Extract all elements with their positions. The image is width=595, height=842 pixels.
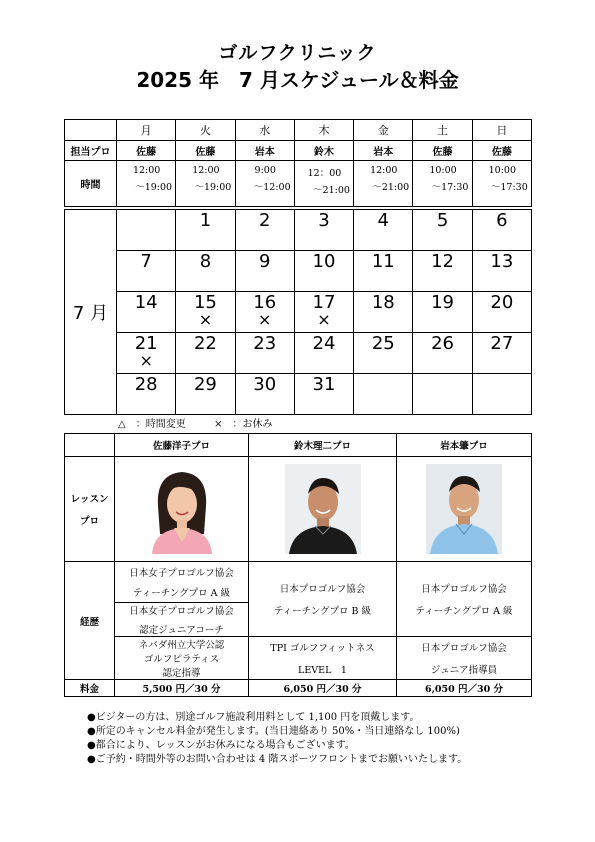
suzuki-career-1: 日本プロゴルフ協会 ティーチングプロ B 級	[249, 562, 397, 637]
date-cell: 15 ×	[176, 292, 235, 333]
note-item: ●ご予約・時間外等のお問い合わせは 4 階スポーツフロントまでお願いいたします。	[87, 754, 468, 765]
fee-sato: 5,500 円／30 分	[115, 680, 249, 697]
corner-cell	[65, 434, 115, 457]
weekday-fri: 金	[354, 120, 413, 141]
pro-name-sato: 佐藤洋子プロ	[115, 434, 249, 457]
pro-sat: 佐藤	[413, 141, 472, 161]
lesson-pro-label: レッスン プロ	[65, 457, 115, 562]
date-cell: 1	[176, 210, 235, 251]
legend-time-change: △ ：時間変更	[118, 419, 186, 430]
time-wed	[235, 161, 294, 207]
pro-name-row	[65, 434, 532, 457]
pro-table	[64, 433, 532, 697]
career-label: 経歴	[65, 562, 115, 680]
time-sat	[413, 161, 472, 207]
time-end: 〜21:00	[313, 185, 350, 196]
time-sun	[472, 161, 531, 207]
weekday-sun: 日	[472, 120, 531, 141]
date-cell: 11	[354, 251, 413, 292]
pro-fri: 岩本	[354, 141, 413, 161]
weekday-tue: 火	[176, 120, 235, 141]
date-cell: 5	[413, 210, 472, 251]
weekday-wed: 水	[235, 120, 294, 141]
page-subtitle: 2025 年 7 月スケジュール＆料金	[136, 68, 459, 92]
date-cell: 28	[117, 374, 176, 415]
week-row	[65, 210, 532, 251]
photo-cell	[115, 457, 249, 562]
weekday-sat: 土	[413, 120, 472, 141]
schedule-table	[64, 119, 532, 415]
sato-photo	[144, 464, 220, 554]
notes-list	[87, 711, 467, 767]
time-start: 12:00	[370, 165, 398, 176]
date-cell: 25	[354, 333, 413, 374]
time-start: 12:00	[132, 165, 161, 176]
date-cell: 2	[235, 210, 294, 251]
legend	[118, 415, 272, 430]
date-cell: 7	[117, 251, 176, 292]
fee-row	[65, 680, 532, 697]
suzuki-photo	[285, 464, 361, 554]
iwamoto-career-2: 日本プロゴルフ協会 ジュニア指導員	[397, 637, 532, 680]
pro-sun: 佐藤	[472, 141, 531, 161]
fee-iwamoto: 6,050 円／30 分	[397, 680, 532, 697]
time-start: 12:00	[192, 165, 220, 176]
pro-mon: 佐藤	[117, 141, 176, 161]
week-row	[65, 251, 532, 292]
date-cell: 14	[117, 292, 176, 333]
fee-label: 料金	[65, 680, 115, 697]
time-end: 〜17:30	[431, 182, 469, 193]
iwamoto-career-1: 日本プロゴルフ協会 ティーチングプロ A 級	[397, 562, 532, 637]
weekday-thu: 木	[294, 120, 353, 141]
legend-day-off: × ：お休み	[214, 419, 273, 430]
time-tue	[176, 161, 235, 207]
time-end: 〜21:00	[372, 182, 410, 193]
date-cell: 9	[235, 251, 294, 292]
time-end: 〜19:00	[135, 182, 173, 193]
pro-name-suzuki: 鈴木理二プロ	[249, 434, 397, 457]
date-cell: 31	[294, 374, 353, 415]
note-item: ●ビジターの方は、別途ゴルフ施設利用料として 1,100 円を頂戴します。	[87, 712, 420, 723]
time-start: 12：00	[307, 168, 342, 179]
date-cell: 18	[354, 292, 413, 333]
career-row	[65, 562, 532, 603]
time-fri	[354, 161, 413, 207]
sato-career-2: 日本女子プロゴルフ協会 認定ジュニアコーチ	[115, 603, 249, 637]
photo-cell	[249, 457, 397, 562]
date-cell: 23	[235, 333, 294, 374]
date-cell: 29	[176, 374, 235, 415]
corner-cell	[65, 120, 117, 141]
date-cell: 10	[294, 251, 353, 292]
time-start: 10:00	[429, 165, 457, 176]
week-row	[65, 333, 532, 374]
date-cell	[413, 374, 472, 415]
weekday-mon: 月	[117, 120, 176, 141]
iwamoto-photo	[426, 464, 502, 554]
pro-tue: 佐藤	[176, 141, 235, 161]
date-cell: 3	[294, 210, 353, 251]
date-cell: 16 ×	[235, 292, 294, 333]
time-end: 〜19:00	[194, 182, 232, 193]
photo-row	[65, 457, 532, 562]
date-cell: 4	[354, 210, 413, 251]
sato-career-1: 日本女子プロゴルフ協会 ティーチングプロ A 級	[115, 562, 249, 603]
time-row	[65, 161, 532, 207]
date-cell: 13	[472, 251, 531, 292]
fee-suzuki: 6,050 円／30 分	[249, 680, 397, 697]
date-cell: 12	[413, 251, 472, 292]
date-cell: 22	[176, 333, 235, 374]
note-item: ●都合により、レッスンがお休みになる場合もございます。	[87, 740, 355, 751]
pro-row	[65, 141, 532, 161]
time-row-label: 時間	[65, 161, 117, 207]
date-cell: 26	[413, 333, 472, 374]
month-label: 7 月	[65, 210, 117, 415]
pro-row-label: 担当プロ	[65, 141, 117, 161]
date-cell: 19	[413, 292, 472, 333]
pro-name-iwamoto: 岩本肇プロ	[397, 434, 532, 457]
date-cell	[117, 210, 176, 251]
photo-cell	[397, 457, 532, 562]
suzuki-career-2: TPI ゴルフフィットネス LEVEL 1	[249, 637, 397, 680]
time-start: 10:00	[488, 165, 517, 176]
date-cell: 17 ×	[294, 292, 353, 333]
date-cell: 24	[294, 333, 353, 374]
date-cell: 30	[235, 374, 294, 415]
weekday-header-row	[65, 120, 532, 141]
career-row	[65, 637, 532, 680]
week-row	[65, 374, 532, 415]
date-cell: 6	[472, 210, 531, 251]
date-cell: 27	[472, 333, 531, 374]
pro-thu: 鈴木	[294, 141, 353, 161]
date-cell: 20	[472, 292, 531, 333]
note-item: ●所定のキャンセル料金が発生します。(当日連絡あり 50%・当日連絡なし 100%)	[87, 726, 460, 737]
date-cell: 8	[176, 251, 235, 292]
date-cell: 21 ×	[117, 333, 176, 374]
page-title: ゴルフクリニック	[218, 42, 377, 64]
time-end: 〜12:00	[253, 182, 291, 193]
sato-career-3: ネバダ州立大学公認 ゴルフピラティス 認定指導	[115, 637, 249, 680]
time-thu	[294, 161, 353, 207]
date-cell	[472, 374, 531, 415]
pro-wed: 岩本	[235, 141, 294, 161]
time-mon	[117, 161, 176, 207]
date-cell	[354, 374, 413, 415]
time-end: 〜17:30	[490, 182, 528, 193]
week-row	[65, 292, 532, 333]
time-start: 9:00	[254, 165, 276, 176]
